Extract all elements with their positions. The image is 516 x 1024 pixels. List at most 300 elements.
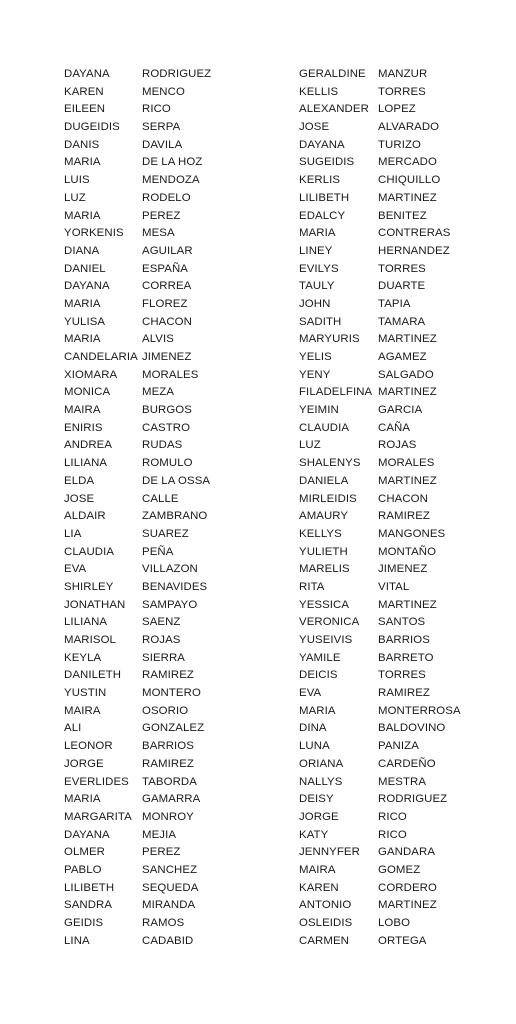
last-name: MIRANDA [142, 899, 196, 912]
first-name: SANDRA [64, 899, 113, 912]
first-name: SUGEIDIS [299, 156, 355, 169]
name-row [64, 685, 272, 703]
name-row [299, 172, 508, 190]
name-row [299, 208, 508, 226]
first-name: MARELIS [299, 563, 350, 576]
last-name: SAENZ [142, 616, 181, 629]
last-name: TORRES [378, 85, 426, 98]
first-name: EDALCY [299, 209, 346, 222]
last-name: DE LA OSSA [142, 474, 211, 487]
name-row [64, 809, 272, 827]
first-name: LILIBETH [64, 881, 115, 894]
last-name: ROMULO [142, 457, 193, 470]
first-name: KERLIS [299, 174, 341, 187]
name-row [64, 632, 272, 650]
name-row [299, 508, 508, 526]
name-row [299, 243, 508, 261]
first-name: JOSE [64, 492, 95, 505]
first-name: MAIRA [299, 863, 336, 876]
last-name: RAMIREZ [142, 757, 194, 770]
last-name: CADABID [142, 934, 194, 947]
first-name: SADITH [299, 315, 342, 328]
last-name: CARDEÑO [378, 757, 436, 770]
last-name: BENAVIDES [142, 580, 208, 593]
name-row [299, 632, 508, 650]
last-name: MARTINEZ [378, 474, 437, 487]
last-name: ROJAS [378, 439, 417, 452]
name-row [299, 491, 508, 509]
name-row [64, 862, 272, 880]
first-name: CANDELARIA [64, 351, 138, 363]
first-name: YAMILE [299, 651, 341, 664]
last-name: BURGOS [142, 404, 192, 417]
last-name: RICO [378, 828, 407, 841]
first-name: KAREN [64, 85, 104, 98]
last-name: MONROY [142, 810, 194, 823]
first-name: AMAURY [299, 510, 349, 523]
name-row [299, 933, 508, 951]
name-row [299, 526, 508, 544]
last-name: JIMENEZ [142, 351, 192, 363]
last-name: ALVIS [142, 333, 174, 346]
first-name: RITA [299, 580, 325, 593]
last-name: CONTRERAS [378, 227, 451, 240]
name-row [299, 296, 508, 314]
first-name: JORGE [64, 757, 104, 770]
last-name: CAÑA [378, 421, 411, 434]
first-name: ANDREA [64, 439, 113, 452]
last-name: GARCIA [378, 404, 423, 417]
last-name: CHACON [378, 492, 428, 505]
name-row [299, 314, 508, 332]
last-name: SANTOS [378, 616, 426, 629]
first-name: LUIS [64, 174, 90, 187]
first-name: DINA [299, 722, 327, 735]
last-name: MESA [142, 227, 175, 240]
name-row [299, 367, 508, 385]
name-row [299, 437, 508, 455]
first-name: LILIBETH [299, 191, 350, 204]
name-row [299, 384, 508, 402]
last-name: DE LA HOZ [142, 156, 203, 169]
name-row [299, 331, 508, 349]
first-name: JONATHAN [64, 598, 126, 611]
name-row [64, 243, 272, 261]
name-row [64, 473, 272, 491]
last-name: ORTEGA [378, 934, 427, 947]
name-row [299, 278, 508, 296]
last-name: FLOREZ [142, 297, 188, 310]
last-name: RODRIGUEZ [378, 793, 448, 806]
first-name: YULIETH [299, 545, 348, 558]
last-name: BALDOVINO [378, 722, 446, 735]
name-row [299, 667, 508, 685]
first-name: LEONOR [64, 740, 113, 753]
name-row [64, 491, 272, 509]
first-name: EVERLIDES [64, 775, 129, 788]
last-name: RODRIGUEZ [142, 68, 212, 80]
first-name: ALI [64, 722, 82, 735]
first-name: MONICA [64, 386, 111, 399]
name-row [299, 190, 508, 208]
name-row [64, 455, 272, 473]
last-name: MORALES [378, 457, 435, 470]
name-row [64, 172, 272, 190]
last-name: HERNANDEZ [378, 244, 450, 257]
last-name: ZAMBRANO [142, 510, 208, 523]
name-row [299, 844, 508, 862]
last-name: MEZA [142, 386, 175, 399]
name-row [64, 579, 272, 597]
last-name: SERPA [142, 121, 181, 134]
last-name: TABORDA [142, 775, 197, 788]
first-name: EVA [64, 563, 87, 576]
name-row [64, 614, 272, 632]
last-name: OSORIO [142, 704, 189, 717]
name-row [64, 791, 272, 809]
last-name: JIMENEZ [378, 563, 428, 576]
name-row [299, 897, 508, 915]
last-name: VITAL [378, 580, 410, 593]
first-name: DEICIS [299, 669, 338, 682]
first-name: OSLEIDIS [299, 917, 353, 929]
last-name: TORRES [378, 262, 426, 275]
name-row [64, 703, 272, 721]
name-row [299, 579, 508, 597]
first-name: KEYLA [64, 651, 102, 664]
first-name: KELLIS [299, 85, 339, 98]
last-name: AGUILAR [142, 244, 193, 257]
first-name: JOHN [299, 297, 331, 310]
last-name: RUDAS [142, 439, 183, 452]
first-name: ORIANA [299, 757, 344, 770]
first-name: MAIRA [64, 704, 101, 717]
last-name: PEREZ [142, 846, 181, 859]
last-name: SANCHEZ [142, 863, 198, 876]
last-name: TURIZO [378, 138, 421, 151]
right-name-column [299, 66, 508, 950]
first-name: MARGARITA [64, 810, 132, 823]
first-name: MARIA [64, 297, 101, 310]
first-name: OLMER [64, 846, 106, 859]
name-row [299, 862, 508, 880]
first-name: JOSE [299, 121, 330, 134]
name-row [64, 844, 272, 862]
name-row [299, 154, 508, 172]
name-row [64, 915, 272, 933]
first-name: DAYANA [64, 68, 110, 80]
last-name: CHIQUILLO [378, 174, 441, 187]
first-name: EILEEN [64, 103, 106, 116]
first-name: LINA [64, 934, 90, 947]
name-row [64, 84, 272, 102]
first-name: EVILYS [299, 262, 339, 275]
last-name: RAMIREZ [378, 687, 430, 700]
first-name: PABLO [64, 863, 102, 876]
first-name: LINEY [299, 244, 333, 257]
name-row [64, 261, 272, 279]
name-row [64, 314, 272, 332]
first-name: CLAUDIA [299, 421, 350, 434]
name-row [64, 738, 272, 756]
last-name: ESPAÑA [142, 262, 188, 275]
last-name: MARTINEZ [378, 191, 437, 204]
last-name: MEJIA [142, 828, 177, 841]
first-name: VERONICA [299, 616, 360, 629]
name-row [299, 614, 508, 632]
name-row [299, 420, 508, 438]
last-name: PEÑA [142, 545, 174, 558]
first-name: ELDA [64, 474, 95, 487]
last-name: SIERRA [142, 651, 186, 664]
first-name: DAYANA [299, 138, 345, 151]
name-row [64, 650, 272, 668]
last-name: BARRIOS [142, 740, 194, 753]
name-row [299, 827, 508, 845]
first-name: DIANA [64, 244, 100, 257]
first-name: KATY [299, 828, 329, 841]
last-name: SEQUEDA [142, 881, 199, 894]
last-name: TORRES [378, 669, 426, 682]
first-name: LIA [64, 527, 82, 540]
left-name-column [64, 66, 272, 950]
last-name: MARTINEZ [378, 333, 437, 346]
name-row [299, 349, 508, 367]
name-row [64, 437, 272, 455]
first-name: MIRLEIDIS [299, 492, 357, 505]
last-name: TAMARA [378, 315, 426, 328]
first-name: LUNA [299, 740, 330, 753]
first-name: TAULY [299, 280, 335, 293]
first-name: JENNYFER [299, 846, 360, 859]
name-row [299, 473, 508, 491]
last-name: MANGONES [378, 527, 446, 540]
name-row [64, 561, 272, 579]
last-name: MONTAÑO [378, 545, 437, 558]
first-name: YUSTIN [64, 687, 107, 700]
first-name: ALDAIR [64, 510, 106, 523]
name-row [299, 261, 508, 279]
name-row [299, 703, 508, 721]
first-name: MARIA [64, 793, 101, 806]
name-row [64, 296, 272, 314]
last-name: GOMEZ [378, 863, 421, 876]
last-name: ALVARADO [378, 121, 440, 134]
name-row [299, 791, 508, 809]
last-name: CALLE [142, 492, 179, 505]
last-name: BARRETO [378, 651, 434, 664]
last-name: SUAREZ [142, 527, 189, 540]
last-name: CORREA [142, 280, 192, 293]
first-name: ALEXANDER [299, 103, 369, 116]
last-name: CHACON [142, 315, 192, 328]
last-name: SAMPAYO [142, 598, 198, 611]
name-row [299, 738, 508, 756]
first-name: SHIRLEY [64, 580, 114, 593]
first-name: CARMEN [299, 934, 349, 947]
last-name: RICO [142, 103, 171, 116]
last-name: CORDERO [378, 881, 437, 894]
first-name: DANIS [64, 138, 100, 151]
name-row [64, 933, 272, 951]
first-name: CLAUDIA [64, 545, 115, 558]
name-row [299, 774, 508, 792]
first-name: LUZ [64, 191, 86, 204]
name-row [64, 880, 272, 898]
name-row [64, 402, 272, 420]
first-name: DANIELA [299, 474, 349, 487]
first-name: YELIS [299, 351, 332, 363]
last-name: LOBO [378, 917, 411, 929]
first-name: YENY [299, 368, 331, 381]
last-name: DUARTE [378, 280, 426, 293]
first-name: MARYURIS [299, 333, 360, 346]
first-name: DAYANA [64, 280, 110, 293]
last-name: MONTERROSA [378, 704, 461, 717]
name-row [299, 597, 508, 615]
name-row [299, 137, 508, 155]
first-name: SHALENYS [299, 457, 361, 470]
first-name: XIOMARA [64, 368, 118, 381]
name-row [64, 384, 272, 402]
name-row [64, 331, 272, 349]
last-name: MORALES [142, 368, 199, 381]
name-row [64, 508, 272, 526]
last-name: MARTINEZ [378, 386, 437, 399]
first-name: YESSICA [299, 598, 350, 611]
name-row [64, 667, 272, 685]
name-row [64, 190, 272, 208]
last-name: PEREZ [142, 209, 181, 222]
last-name: AGAMEZ [378, 351, 427, 363]
name-row [299, 650, 508, 668]
name-row [64, 66, 272, 84]
name-row [64, 897, 272, 915]
name-row [64, 208, 272, 226]
last-name: VILLAZON [142, 563, 198, 576]
name-row [64, 827, 272, 845]
last-name: RODELO [142, 191, 191, 204]
first-name: FILADELFINA [299, 386, 373, 399]
name-row [299, 225, 508, 243]
first-name: DAYANA [64, 828, 110, 841]
last-name: DAVILA [142, 138, 183, 151]
name-row [64, 720, 272, 738]
name-row [64, 597, 272, 615]
first-name: YEIMIN [299, 404, 339, 417]
first-name: YUSEIVIS [299, 634, 353, 646]
name-row [64, 544, 272, 562]
name-row [64, 349, 272, 367]
first-name: ENIRIS [64, 421, 103, 434]
first-name: YORKENIS [64, 227, 124, 240]
first-name: DEISY [299, 793, 334, 806]
name-row [299, 685, 508, 703]
first-name: YULISA [64, 315, 106, 328]
last-name: GANDARA [378, 846, 436, 859]
name-row [299, 720, 508, 738]
first-name: LILIANA [64, 457, 108, 470]
name-row [299, 402, 508, 420]
name-row [299, 561, 508, 579]
last-name: BARRIOS [378, 634, 430, 646]
first-name: MARIA [299, 704, 336, 717]
first-name: GERALDINE [299, 68, 366, 80]
name-row [299, 455, 508, 473]
last-name: MENCO [142, 85, 185, 98]
first-name: LILIANA [64, 616, 108, 629]
last-name: SALGADO [378, 368, 434, 381]
last-name: LOPEZ [378, 103, 416, 116]
last-name: ROJAS [142, 634, 181, 646]
first-name: MAIRA [64, 404, 101, 417]
name-row [64, 119, 272, 137]
name-row [299, 915, 508, 933]
first-name: MARIA [64, 209, 101, 222]
name-row [64, 278, 272, 296]
name-row [64, 756, 272, 774]
name-row [64, 367, 272, 385]
name-row [299, 66, 508, 84]
last-name: MARTINEZ [378, 598, 437, 611]
first-name: KELLYS [299, 527, 342, 540]
first-name: GEIDIS [64, 917, 104, 929]
name-row [299, 544, 508, 562]
last-name: RAMIREZ [378, 510, 430, 523]
first-name: EVA [299, 687, 322, 700]
first-name: KAREN [299, 881, 339, 894]
last-name: RAMIREZ [142, 669, 194, 682]
last-name: GAMARRA [142, 793, 201, 806]
name-row [299, 119, 508, 137]
name-row [64, 420, 272, 438]
last-name: BENITEZ [378, 209, 427, 222]
name-row [64, 225, 272, 243]
last-name: RICO [378, 810, 407, 823]
first-name: JORGE [299, 810, 339, 823]
first-name: ANTONIO [299, 899, 352, 912]
name-row [299, 809, 508, 827]
last-name: MARTINEZ [378, 899, 437, 912]
name-row [64, 526, 272, 544]
first-name: LUZ [299, 439, 321, 452]
name-row [64, 774, 272, 792]
first-name: MARIA [64, 333, 101, 346]
name-row [64, 154, 272, 172]
first-name: DUGEIDIS [64, 121, 120, 134]
last-name: GONZALEZ [142, 722, 205, 735]
name-row [64, 137, 272, 155]
last-name: TAPIA [378, 297, 411, 310]
first-name: DANIEL [64, 262, 106, 275]
last-name: MERCADO [378, 156, 437, 169]
last-name: MONTERO [142, 687, 201, 700]
first-name: NALLYS [299, 775, 343, 788]
name-row [299, 880, 508, 898]
name-row [299, 101, 508, 119]
last-name: MENDOZA [142, 174, 200, 187]
name-row [299, 756, 508, 774]
last-name: PANIZA [378, 740, 419, 753]
name-row [299, 84, 508, 102]
first-name: MARIA [64, 156, 101, 169]
first-name: MARISOL [64, 634, 116, 646]
first-name: DANILETH [64, 669, 122, 682]
first-name: MARIA [299, 227, 336, 240]
last-name: MESTRA [378, 775, 427, 788]
name-row [64, 101, 272, 119]
last-name: MANZUR [378, 68, 428, 80]
